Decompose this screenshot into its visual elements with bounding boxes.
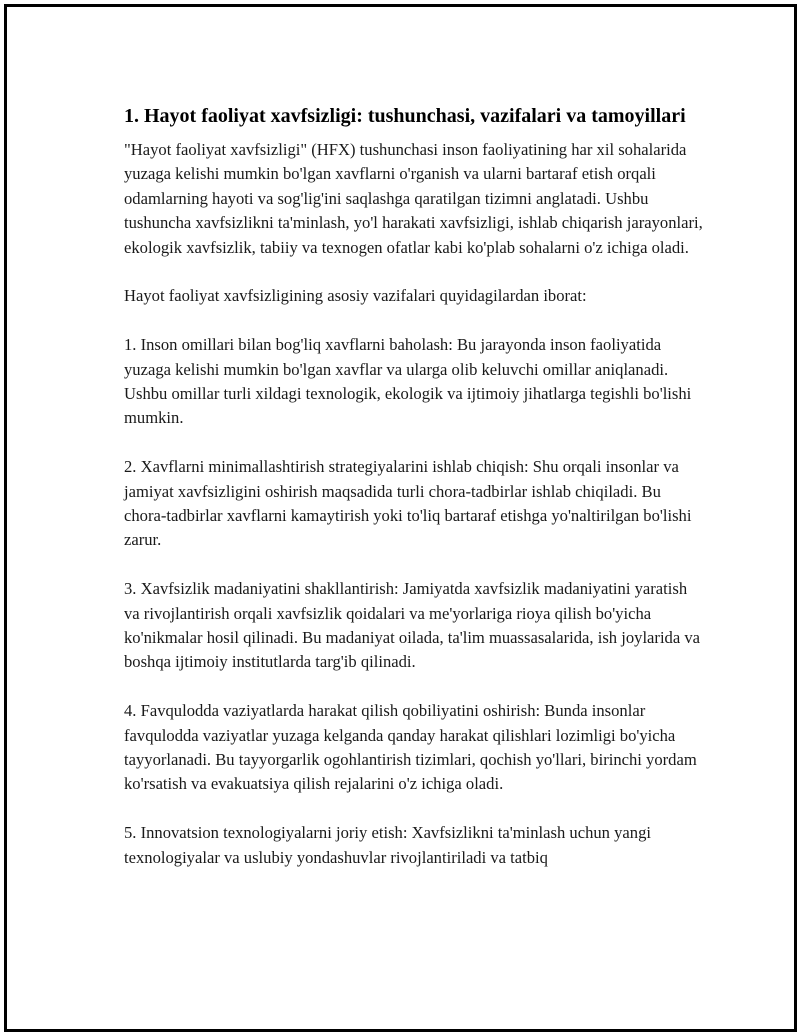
page-frame [4,4,797,1032]
paragraph-task-3: 3. Xavfsizlik madaniyatini shakllantirish: Jamiyatda xavfsizlik madaniyatini yaratish va rivojlantirish orqali xavfsizlik qoidalari va me'yorlariga rioya qilish bo'yicha ko'nikmalar hosil qilinadi. Bu madaniyat oilada, ta'lim muassasalarida, ish joylarida va boshqa ijtimoiy institutlarda targ'ib qilinadi. [124,579,701,672]
document-title: 1. Hayot faoliyat xavfsizligi: tushunchasi, vazifalari va tamoyillari [124,105,686,127]
paragraph-task-5: 5. Innovatsion texnologiyalarni joriy etish: Xavfsizlikni ta'minlash uchun yangi texnologiyalar va uslubiy yondashuvlar rivojlantiriladi va tatbiq [124,823,651,867]
document-body [124,102,704,870]
paragraph-tasks-intro: Hayot faoliyat xavfsizligining asosiy vazifalari quyidagilardan iborat: [124,286,587,306]
paragraph-task-4: 4. Favqulodda vaziyatlarda harakat qilish qobiliyatini oshirish: Bunda insonlar favqulodda vaziyatlar yuzaga kelganda qanday harakat qilishlari lozimligi bo'yicha tayyorlanadi. Bu tayyorgarlik ogohlantirish tizimlari, qochish yo'llari, birinchi yordam ko'rsatish va evakuatsiya qilish rejalarini o'z ichiga oladi. [124,701,697,794]
paragraph-task-1: 1. Inson omillari bilan bog'liq xavflarni baholash: Bu jarayonda inson faoliyatida yuzaga kelishi mumkin bo'lgan xavflar va ularga olib keluvchi omillar aniqlanadi. Ushbu omillar turli xildagi texnologik, ekologik va ijtimoiy jihatlarga tegishli bo'lishi mumkin. [124,335,692,428]
paragraph-task-2: 2. Xavflarni minimallashtirish strategiyalarini ishlab chiqish: Shu orqali insonlar va jamiyat xavfsizligini oshirish maqsadida turli chora-tadbirlar ishlab chiqiladi. Bu chora-tadbirlar xavflarni kamaytirish yoki to'liq bartaraf etishga yo'naltirilgan bo'lishi zarur. [124,457,692,550]
paragraph-hfx-definition: "Hayot faoliyat xavfsizligi" (HFX) tushunchasi inson faoliyatining har xil sohalarida yuzaga kelishi mumkin bo'lgan xavflarni o'rganish va ularni bartaraf etish orqali odamlarning hayoti va sog'lig'ini saqlashga qaratilgan tizimni anglatadi. Ushbu tushuncha xavfsizlikni ta'minlash, yo'l harakati xavfsizligi, ishlab chiqarish jarayonlari, ekologik xavfsizlik, tabiiy va texnogen ofatlar kabi ko'plab sohalarni o'z ichiga oladi. [124,140,703,257]
